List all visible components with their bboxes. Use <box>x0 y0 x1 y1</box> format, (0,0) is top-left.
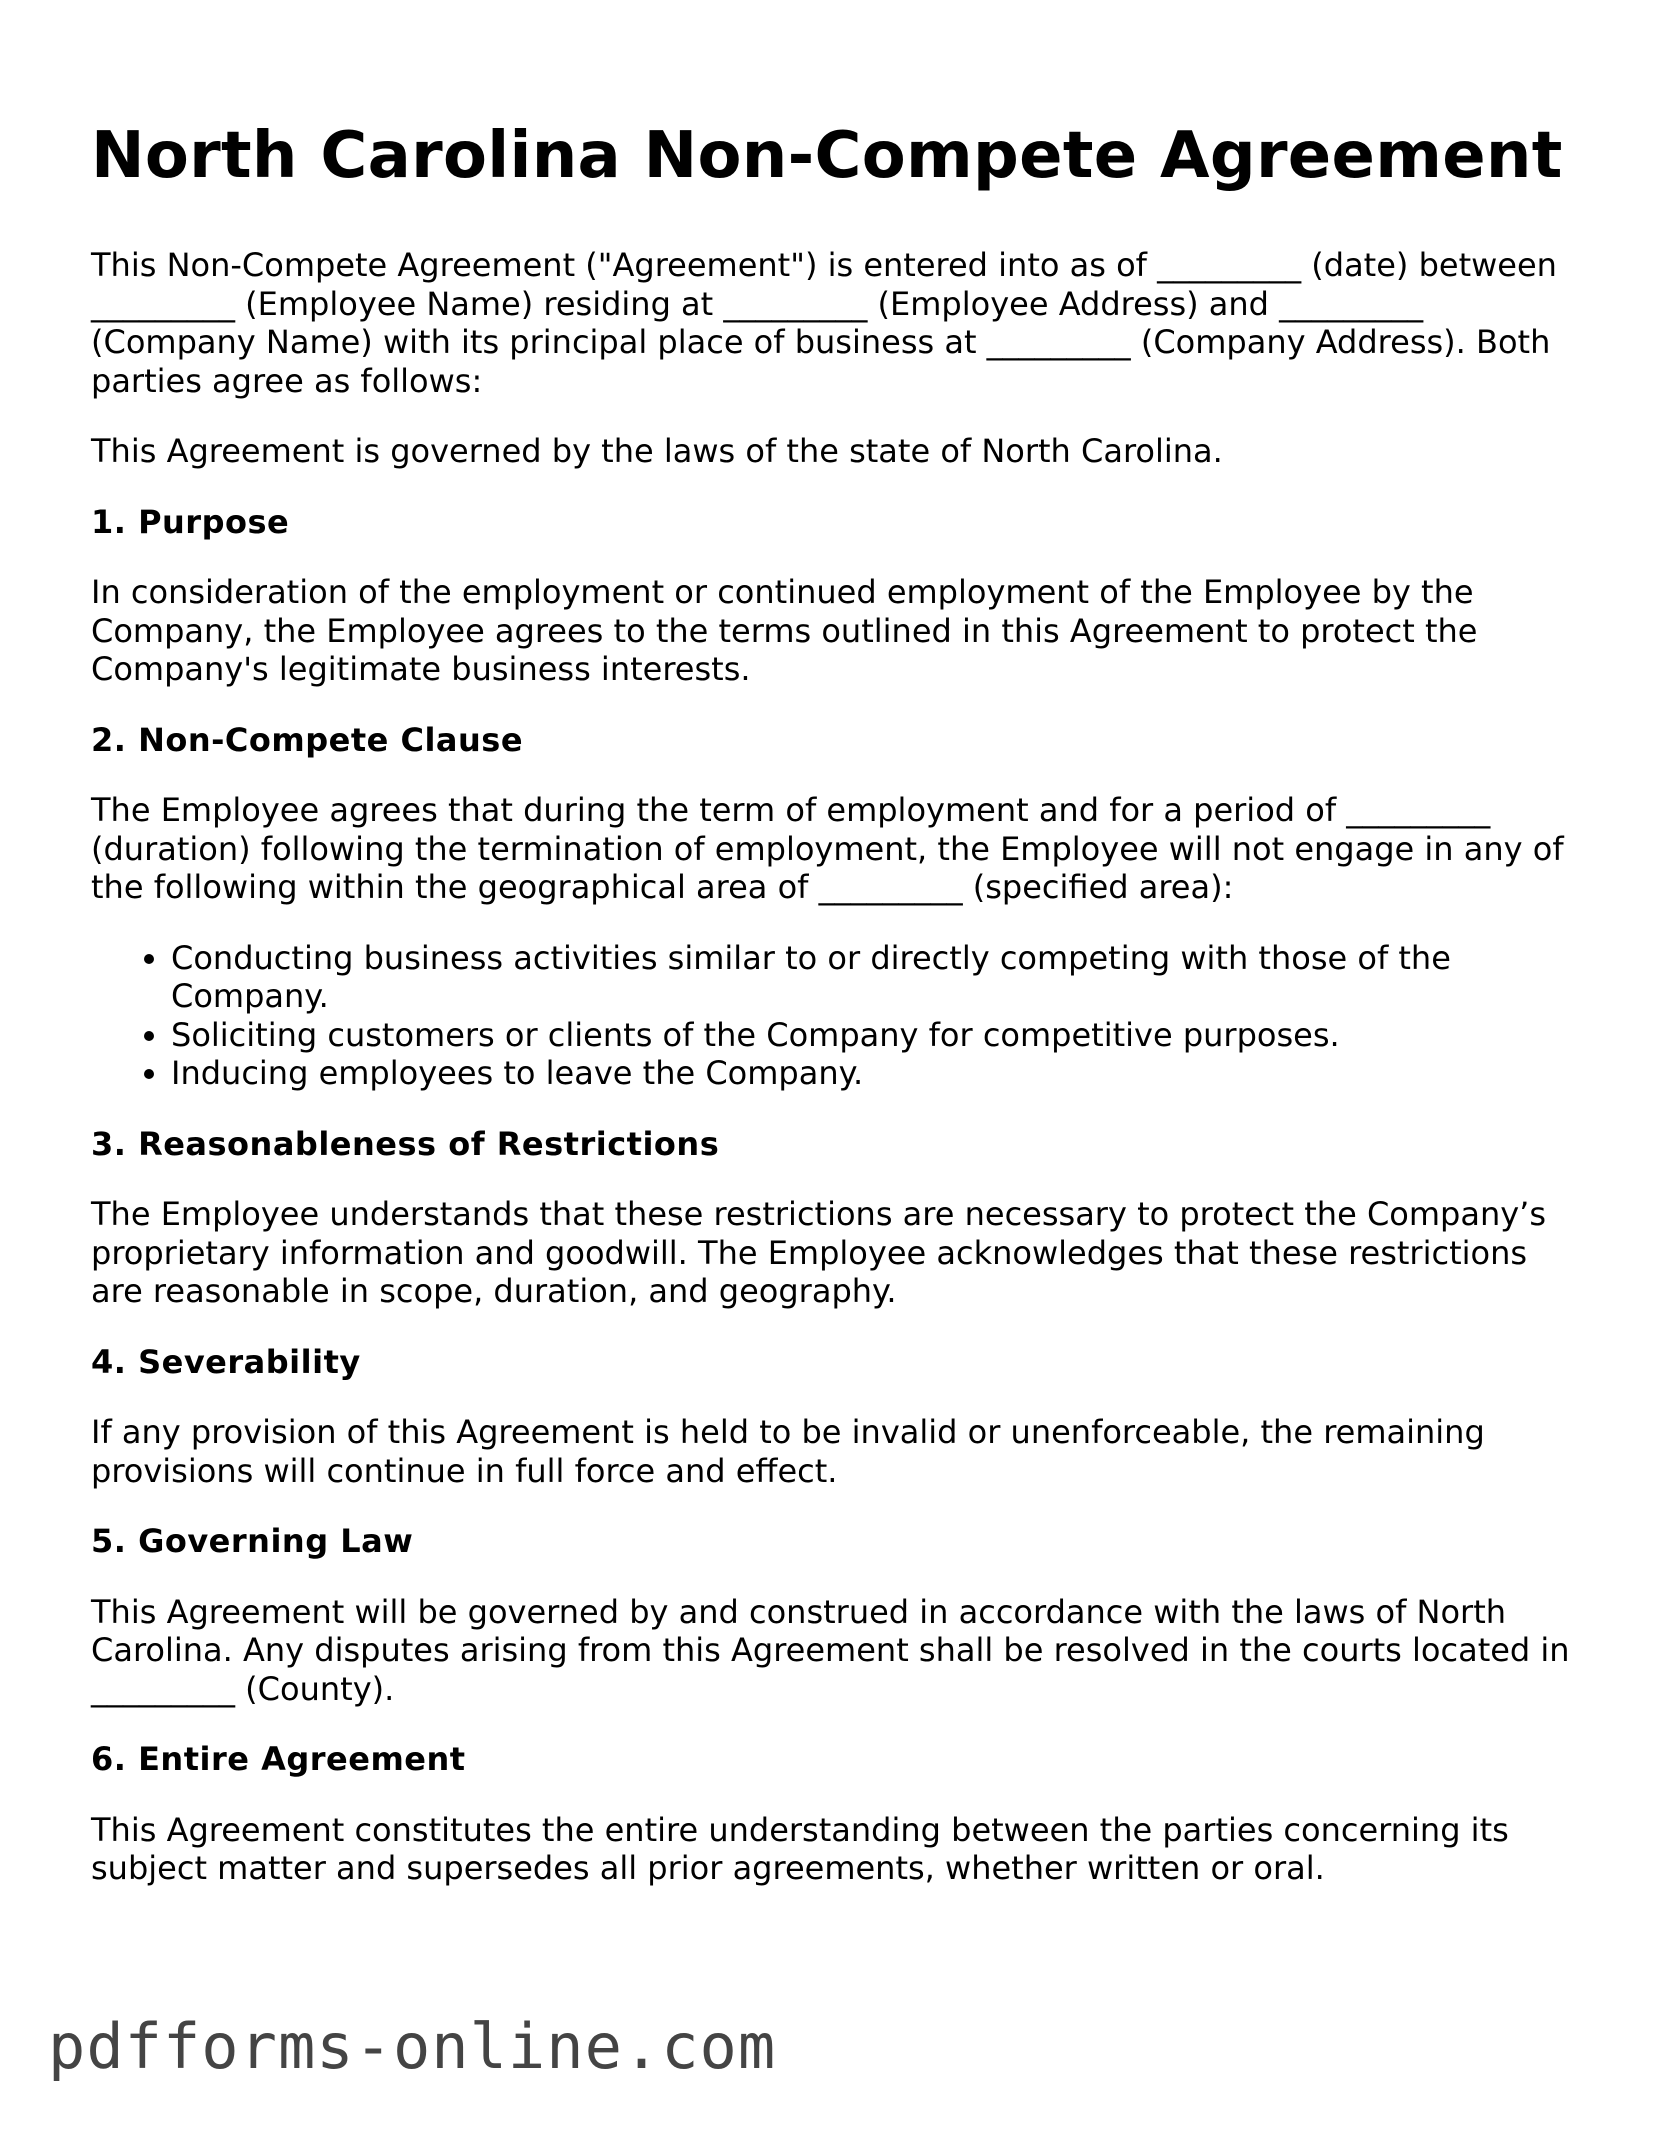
section-non-compete-body: The Employee agrees that during the term of employment and for a period of _________ (duration) following the termination of employment, the Employee will not engage in any of the following within the geographical area of _________ (specified area): <box>91 791 1564 906</box>
list-item: • Conducting business activities similar to or directly competing with those of the Company. <box>171 939 1571 1016</box>
section-governing-law-body: This Agreement will be governed by and construed in accordance with the laws of North Carolina. Any disputes arising from this Agreement shall be resolved in the courts located in _________ (County). <box>91 1592 1570 1708</box>
non-compete-list <box>91 939 1571 1093</box>
list-item: • Soliciting customers or clients of the Company for competitive purposes. <box>171 1016 1571 1055</box>
section-severability-body: If any provision of this Agreement is held to be invalid or unenforceable, the remaining provisions will continue in full force and effect. <box>91 1413 1485 1490</box>
document-page <box>91 118 1571 1920</box>
section-purpose-heading: 1. Purpose <box>91 502 290 541</box>
section-reasonableness-body: The Employee understands that these restrictions are necessary to protect the Company’s proprietary information and goodwill. The Employee acknowledges that these restrictions are reasonable in scope, duration, and geography. <box>91 1195 1547 1310</box>
section-purpose-body: In consideration of the employment or continued employment of the Employee by the Company, the Employee agrees to the terms outlined in this Agreement to protect the Company's legitimate business interests. <box>91 573 1478 688</box>
section-severability-heading: 4. Severability <box>91 1342 361 1381</box>
document-title: North Carolina Non-Compete Agreement <box>91 119 1563 193</box>
watermark-text: pdfforms-online.com <box>48 2010 777 2083</box>
intro-paragraph: This Non-Compete Agreement ("Agreement") is entered into as of _________ (date) between _________ (Employee Name) residing at _________ (Employee Address) and _________ (Company Name) with its principal place of business at _________ (Company Address). Both parties agree as follows: <box>91 246 1557 400</box>
section-entire-agreement-body: This Agreement constitutes the entire understanding between the parties concerning its subject matter and supersedes all prior agreements, whether written or oral. <box>91 1810 1509 1887</box>
section-non-compete-heading: 2. Non-Compete Clause <box>91 720 524 759</box>
governed-statement: This Agreement is governed by the laws of the state of North Carolina. <box>91 432 1223 470</box>
section-entire-agreement-heading: 6. Entire Agreement <box>91 1740 466 1778</box>
section-reasonableness-heading: 3. Reasonableness of Restrictions <box>91 1124 720 1163</box>
section-governing-law-heading: 5. Governing Law <box>91 1522 414 1560</box>
list-item: • Inducing employees to leave the Company. <box>171 1054 1571 1093</box>
